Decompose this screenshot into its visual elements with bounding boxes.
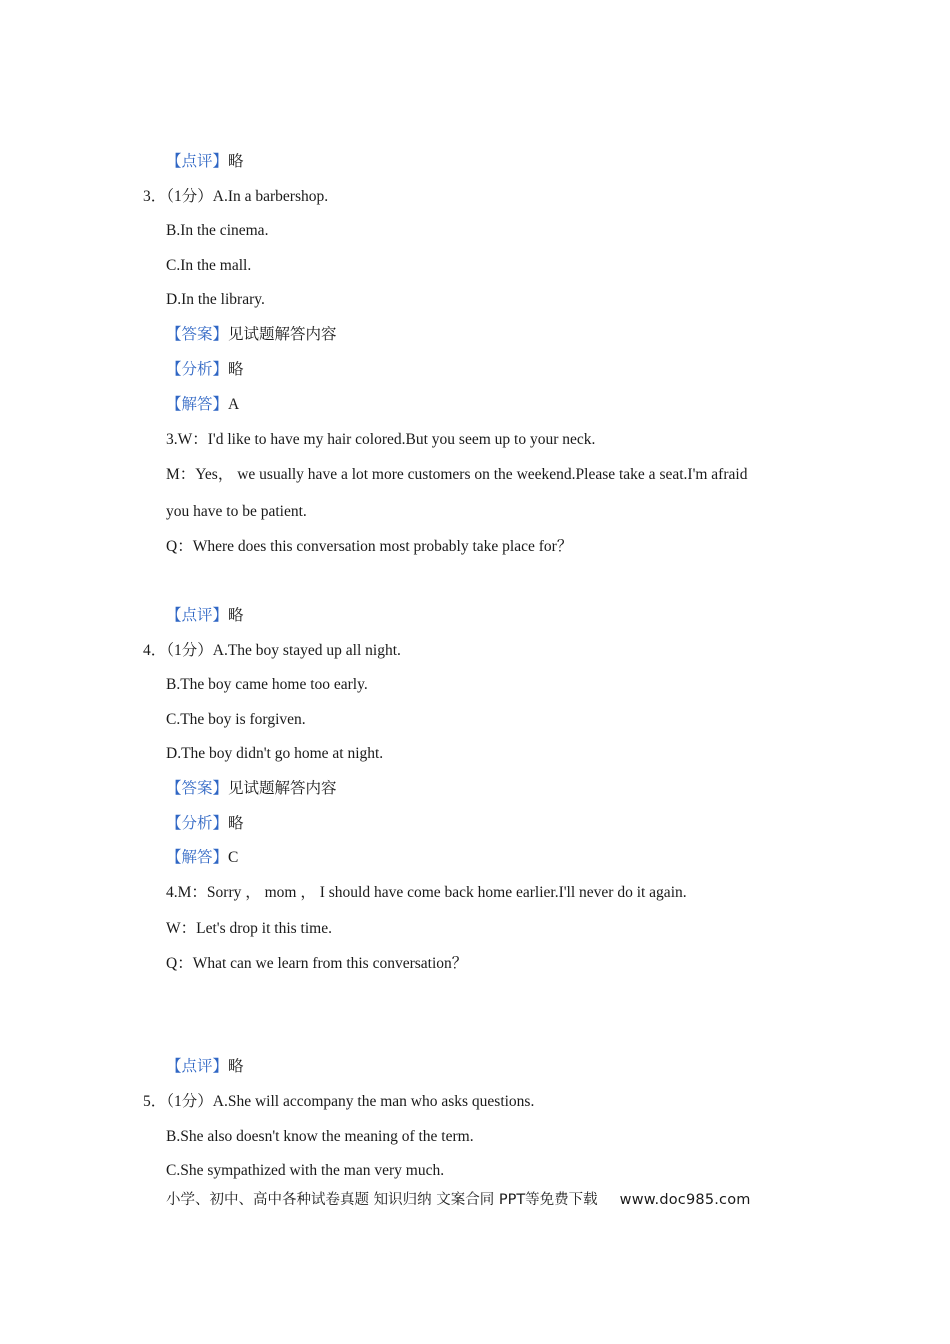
analysis-line (166, 814, 244, 834)
dialog-line: W：Let's drop it this time. (166, 920, 332, 937)
dialog-line: 3.W：I'd like to have my hair colored.But you seem up to your neck. (166, 431, 596, 448)
answer-line (166, 779, 337, 799)
option-c: C.She sympathized with the man very much. (166, 1162, 445, 1179)
analysis-line (166, 360, 244, 380)
option-a: A.She will accompany the man who asks questions. (212, 1093, 535, 1110)
answer-tag: 【答案】 (166, 326, 229, 343)
comment-line (166, 606, 244, 626)
comment-tag: 【点评】 (166, 153, 229, 170)
page-footer (166, 1190, 751, 1210)
footer-site: www.doc985.com (619, 1192, 751, 1208)
answer-tag: 【答案】 (166, 780, 229, 797)
dialog-line: you have to be patient. (166, 503, 307, 520)
question-number: 5．（1分） (143, 1093, 213, 1110)
option-d: D.The boy didn't go home at night. (166, 745, 384, 762)
answer-text: 见试题解答内容 (228, 326, 337, 343)
question-4 (143, 641, 401, 661)
comment-line (166, 1057, 244, 1077)
option-b: B.She also doesn't know the meaning of the term. (166, 1128, 474, 1145)
analysis-text: 略 (228, 361, 244, 378)
footer-text: 小学、初中、高中各种试卷真题 知识归纳 文案合同 PPT等免费下载 (166, 1192, 598, 1208)
dialog-line: M：Yes， we usually have a lot more customers on the weekend.Please take a seat.I'm afraid (166, 466, 748, 483)
solution-line (166, 395, 239, 415)
option-b: B.In the cinema. (166, 222, 269, 239)
option-c: C.In the mall. (166, 257, 252, 274)
dialog-line: Q：Where does this conversation most probably take place for？ (166, 538, 573, 555)
comment-text: 略 (228, 607, 244, 624)
comment-tag: 【点评】 (166, 1058, 229, 1075)
option-b: B.The boy came home too early. (166, 676, 368, 693)
answer-text: 见试题解答内容 (228, 780, 337, 797)
analysis-tag: 【分析】 (166, 361, 229, 378)
answer-line (166, 325, 337, 345)
question-number: 4．（1分） (143, 642, 213, 659)
solution-tag: 【解答】 (166, 849, 229, 866)
option-a: A.The boy stayed up all night. (212, 642, 401, 659)
solution-tag: 【解答】 (166, 396, 229, 413)
comment-text: 略 (228, 1058, 244, 1075)
solution-text: C (228, 849, 239, 866)
question-3 (143, 187, 328, 207)
analysis-tag: 【分析】 (166, 815, 229, 832)
option-c: C.The boy is forgiven. (166, 711, 306, 728)
solution-text: A (228, 396, 240, 413)
comment-line (166, 152, 244, 172)
option-d: D.In the library. (166, 291, 265, 308)
comment-text: 略 (228, 153, 244, 170)
dialog-line: 4.M：Sorry ， mom ， I should have come back home earlier.I'll never do it again. (166, 884, 687, 901)
solution-line (166, 848, 238, 868)
question-number: 3．（1分） (143, 188, 213, 205)
dialog-line: Q：What can we learn from this conversation？ (166, 955, 468, 972)
analysis-text: 略 (228, 815, 244, 832)
comment-tag: 【点评】 (166, 607, 229, 624)
question-5 (143, 1092, 534, 1112)
option-a: A.In a barbershop. (212, 188, 329, 205)
